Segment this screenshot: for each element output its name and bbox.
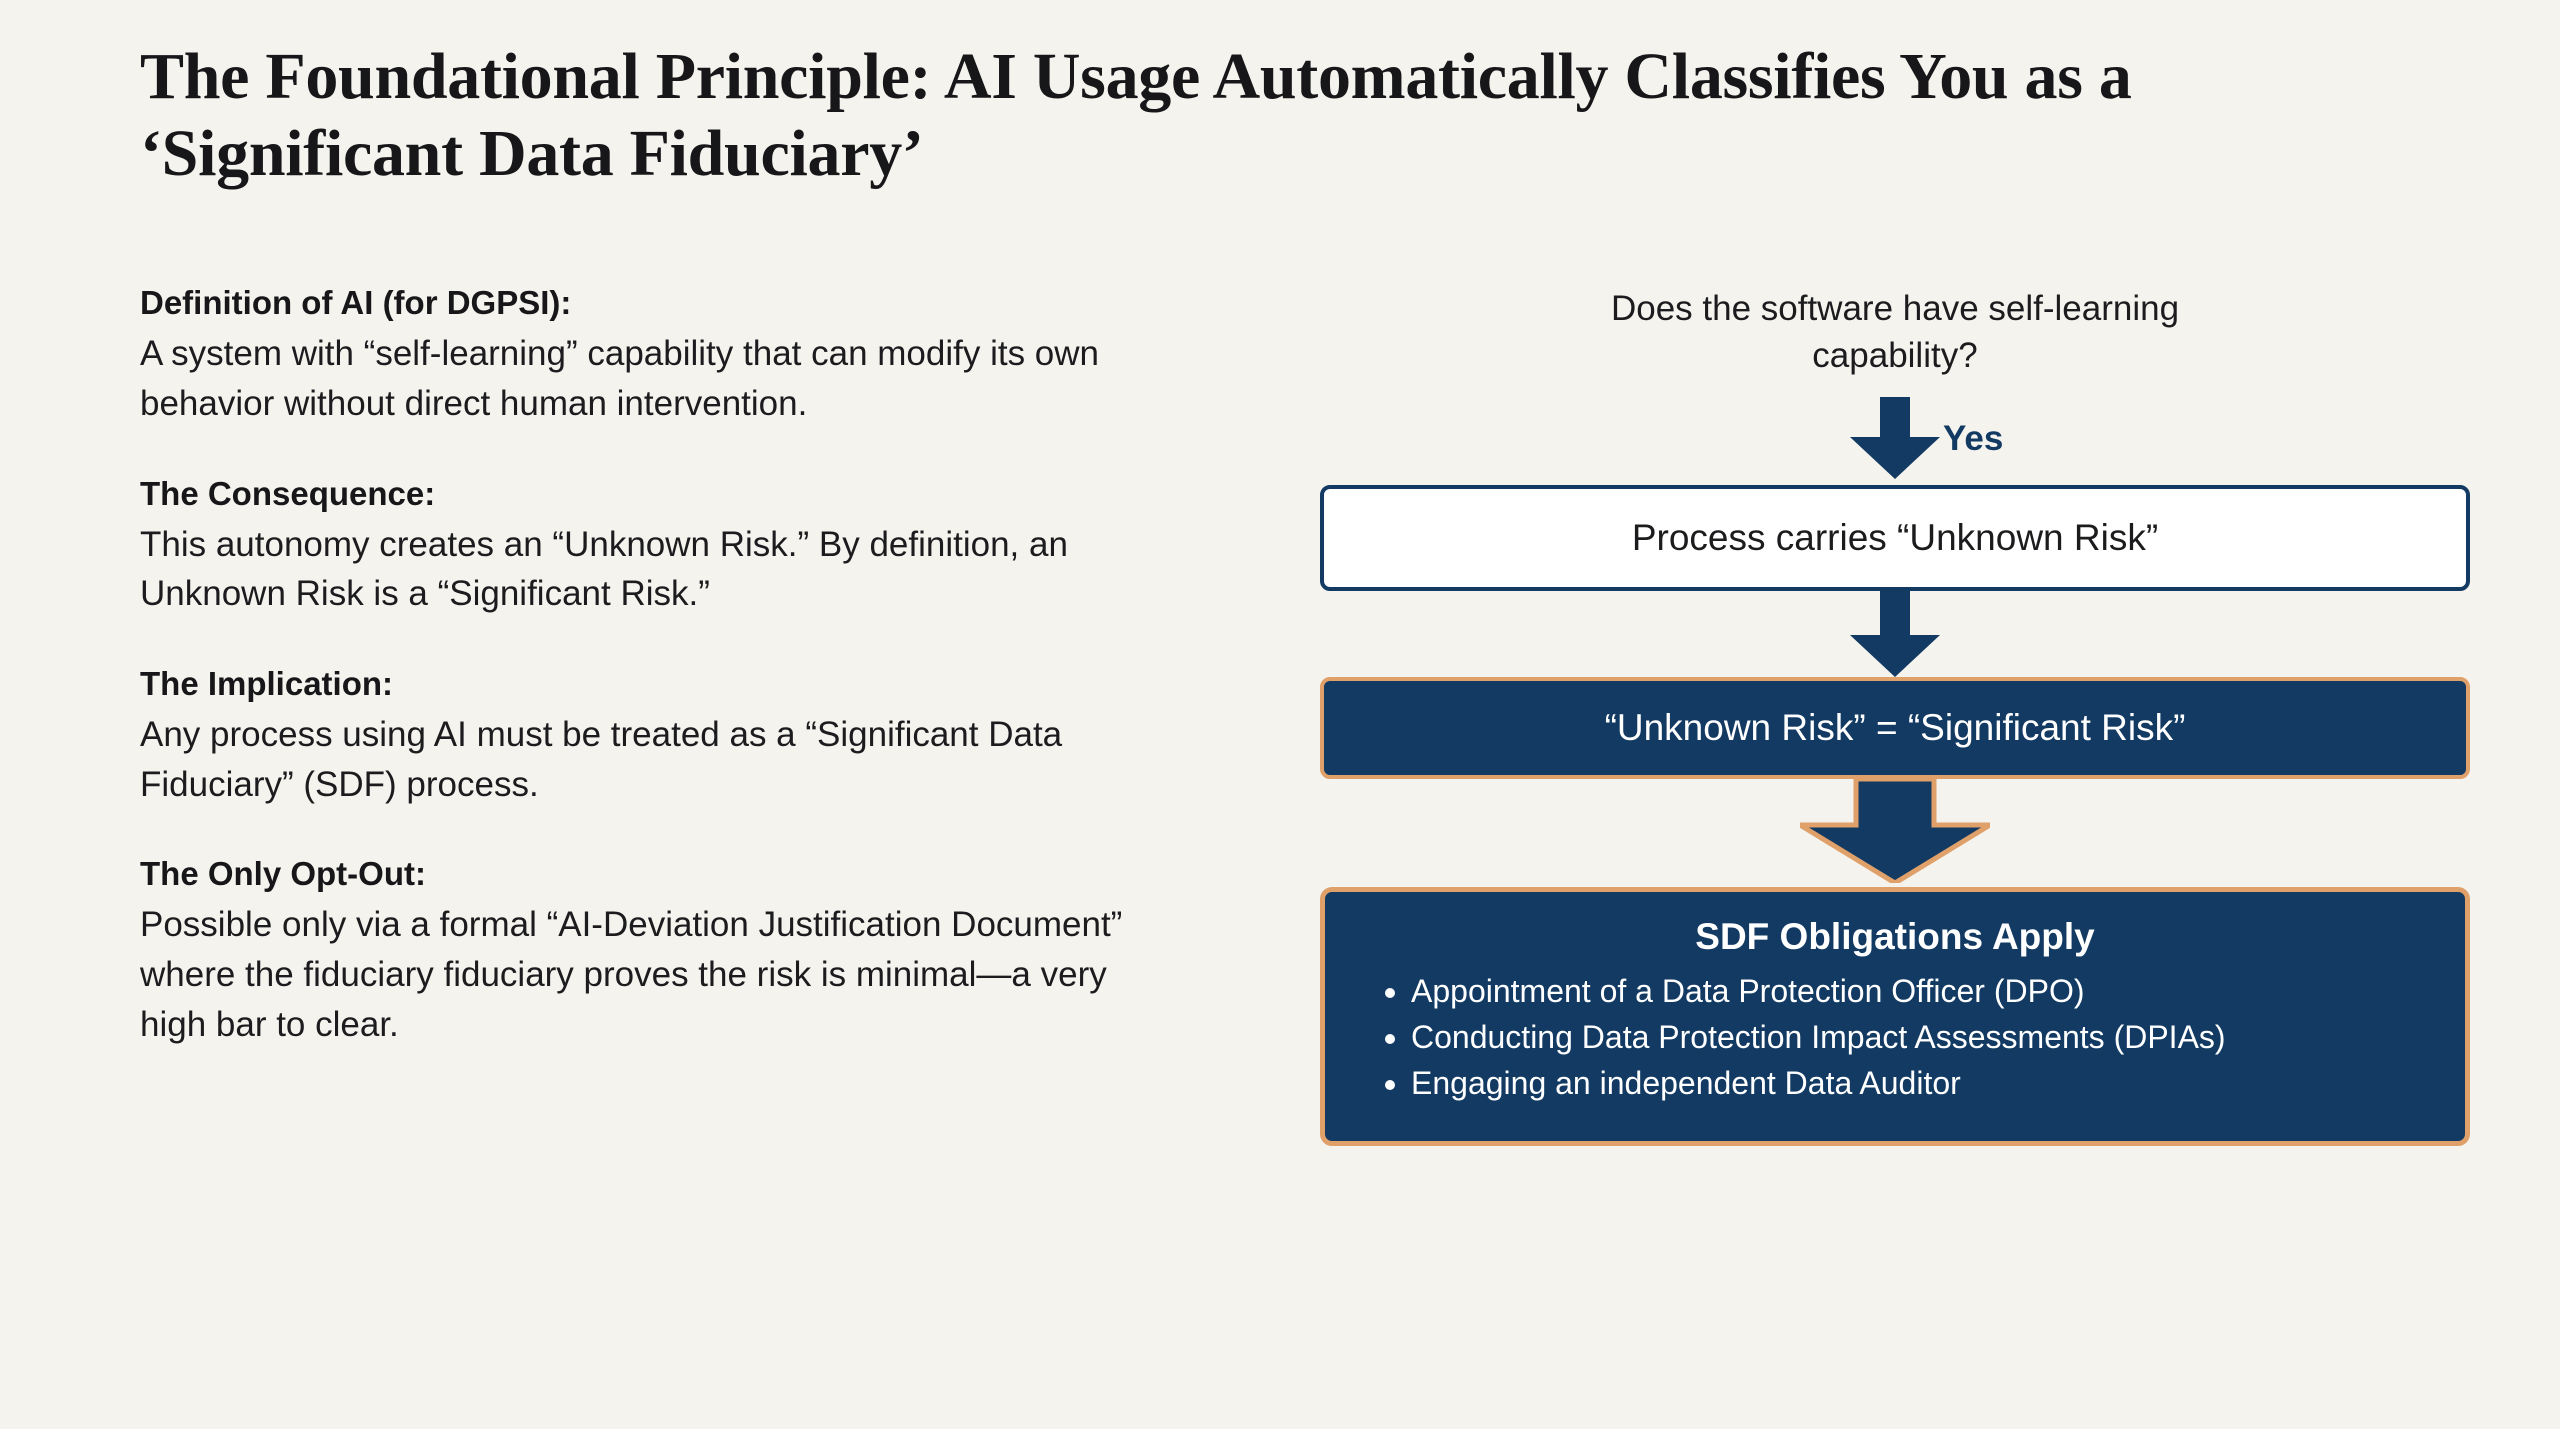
down-arrow-icon — [1850, 591, 1940, 682]
block-text: Possible only via a formal “AI-Deviation Justification Document” where the fiduciary fiduciary proves the risk is minimal—a very high bar to clear. — [140, 905, 1123, 1044]
down-arrow-icon — [1850, 397, 1940, 484]
flow-question: Does the software have self-learning capability? — [1610, 289, 2180, 375]
block-heading: The Implication: — [140, 664, 394, 702]
text-block — [140, 663, 1270, 809]
down-arrow-icon — [1800, 779, 1990, 888]
arrow-question-to-risk — [1320, 397, 2470, 485]
flowchart — [1320, 286, 2470, 1145]
yes-label: Yes — [1943, 418, 2004, 458]
node-sdf-title: SDF Obligations Apply — [1695, 915, 2095, 957]
text-block — [140, 853, 1270, 1049]
list-item: • Conducting Data Protection Impact Assessments (DPIAs) — [1411, 1016, 2425, 1058]
sdf-obligations-list — [1365, 970, 2425, 1105]
node-risk-equation: “Unknown Risk” = “Significant Risk” — [1320, 677, 2470, 779]
text-block — [140, 282, 1270, 428]
left-text-column — [140, 282, 1270, 1049]
list-item: • Appointment of a Data Protection Officer (DPO) — [1411, 970, 2425, 1012]
flowchart-column — [1270, 282, 2490, 1145]
node-sdf-obligations — [1320, 887, 2470, 1146]
list-item: • Engaging an independent Data Auditor — [1411, 1062, 2425, 1104]
block-heading: The Consequence: — [140, 474, 436, 512]
block-heading: Definition of AI (for DGPSI): — [140, 284, 572, 322]
block-text: This autonomy creates an “Unknown Risk.” By definition, an Unknown Risk is a “Significant Risk.” — [140, 524, 1068, 614]
node-unknown-risk: Process carries “Unknown Risk” — [1320, 485, 2470, 591]
block-text: Any process using AI must be treated as a “Significant Data Fiduciary” (SDF) process. — [140, 714, 1063, 804]
content-columns — [140, 282, 2490, 1145]
block-text: A system with “self-learning” capability that can modify its own behavior without direct human intervention. — [140, 334, 1099, 424]
text-block — [140, 473, 1270, 619]
block-heading: The Only Opt-Out: — [140, 855, 426, 893]
arrow-equation-to-obligations — [1320, 779, 2470, 887]
arrow-risk-to-equation — [1320, 591, 2470, 677]
page-title: The Foundational Principle: AI Usage Automatically Classifies You as a ‘Significant Data Fiduciary’ — [140, 40, 2132, 191]
